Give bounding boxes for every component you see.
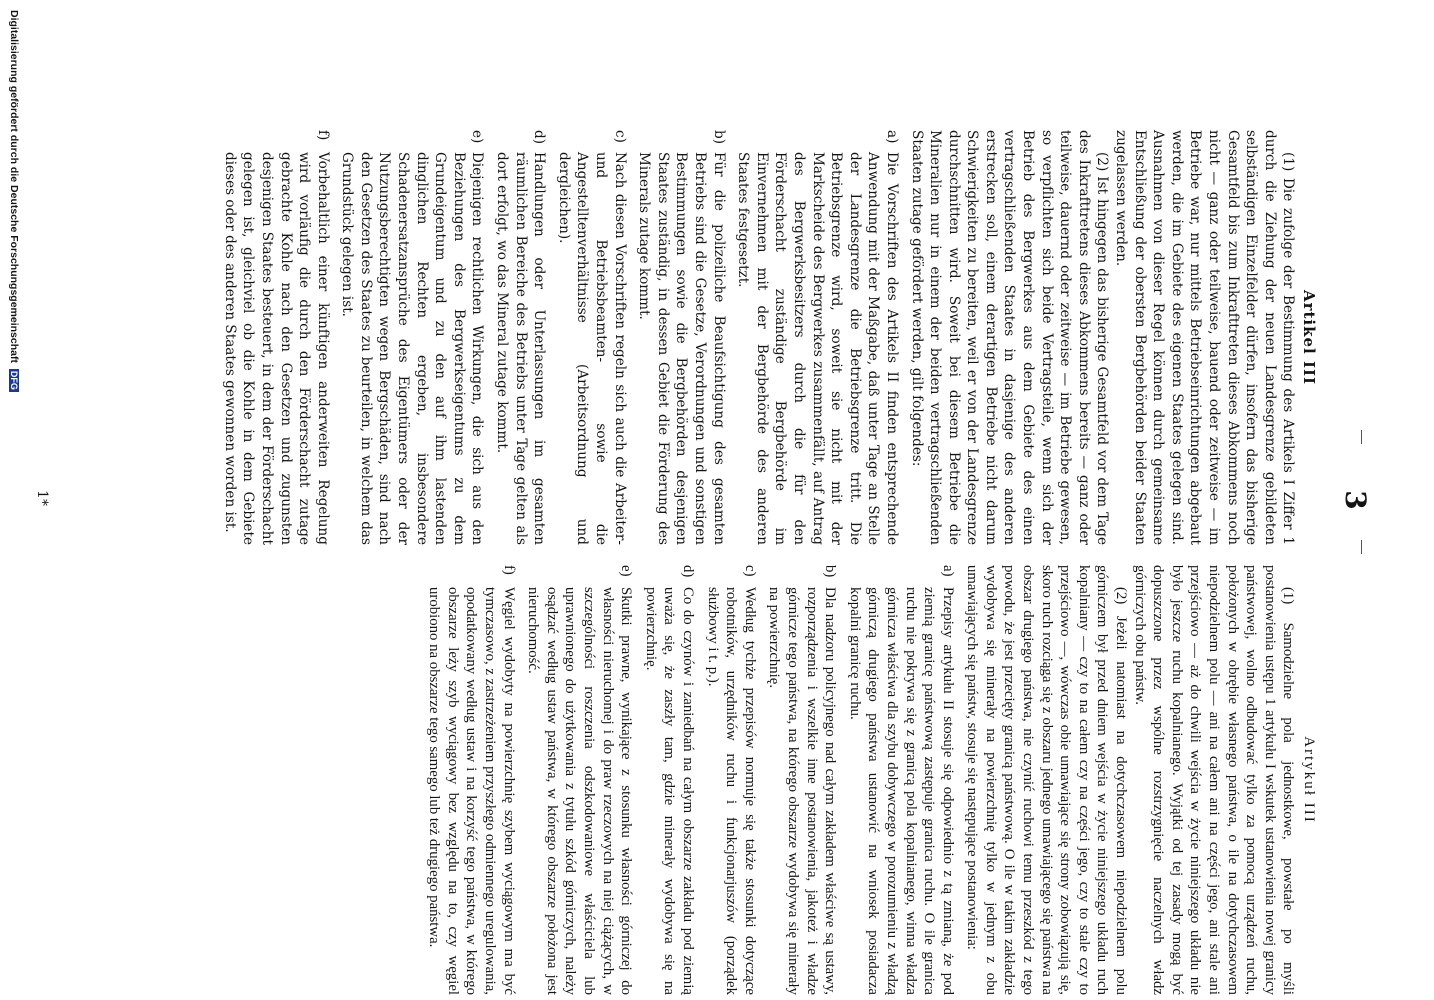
item-text: Die Vorschriften des Artikels II finden entsprechende Anwendung mit der Maßgabe, daß unter Tage an Stelle der Landesgrenze die Betriebsgrenze tritt. Die Betriebsgrenze wird, soweit sie nicht mit der Markscheide des Bergwerkes zusammenfällt, auf Antrag des Bergwerksbesitzers durch die für den Förderschacht zuständige Bergbehörde im Einvernehmen mit der Bergbehörde des anderen Staates festgesetzt. bbox=[735, 152, 900, 545]
dfg-logo: DFG bbox=[9, 370, 19, 390]
german-item bbox=[635, 130, 728, 545]
item-text: Dla nadzoru policyjnego nad całym zakładem właściwe są ustawy, rozporządzenia i wszelkie inne postanowienia, jakoteż i władze górnicze tego państwa, na którego obszarze wydobywa się minerały na powierzchnię. bbox=[766, 587, 839, 995]
polish-item bbox=[765, 565, 839, 995]
polish-item bbox=[425, 565, 518, 995]
item-label: f) bbox=[314, 130, 331, 141]
polish-heading: Artykuł III bbox=[1301, 736, 1317, 824]
header-dash-left bbox=[1361, 430, 1362, 444]
item-label: a) bbox=[883, 130, 900, 144]
item-text: Handlungen oder Unterlassungen im gesamten räumlichen Bereiche des Betriebs unter Tage gelten als dort erfolgt, wo das Mineral zutage kommt. bbox=[494, 152, 548, 545]
polish-item bbox=[703, 565, 759, 995]
page-number: 3 bbox=[1339, 490, 1372, 510]
item-label: c) bbox=[611, 130, 628, 143]
polish-item bbox=[524, 565, 636, 995]
german-item bbox=[338, 130, 487, 545]
german-heading: Artikel III bbox=[1300, 289, 1318, 386]
german-paragraph-2: (2) Ist hingegen das bisherige Gesamtfeld vor dem Tage des Inkrafttretens dieses Abkommens bereits — ganz oder teilweise, dauernd oder zeitweise — im Betriebe gewesen, so verpflichten sich beide Vertragsteile, wenn sich der Betrieb des Bergwerkes aus dem Gebiete des einen vertragschließenden Staates in dasjenige des anderen erstrecken soll, einem derartigen Betriebe nicht darum Schwierigkeiten zu bereiten, weil er von der Landesgrenze durchschnitten wird. Soweit bei diesem Betriebe die Mineralien nur in einem der beiden vertragschließenden Staaten zutage gefördert werden, gilt folgendes: bbox=[908, 130, 1111, 545]
item-label: a) bbox=[939, 565, 956, 577]
german-item bbox=[554, 130, 628, 545]
item-text: Diejenigen rechtlichen Wirkungen, die sich aus den Beziehungen des Bergwerkseigentums zu dem Grundeigentum und zu den auf ihm lastenden dinglichen Rechten ergeben, insbesondere Schadenersatzansprüche des Eigentümers oder der Nutzungsberechtigten wegen Bergschäden, sind nach den Gesetzen des Staates zu beurteilen, in welchem das Grundstück gelegen ist. bbox=[339, 152, 486, 545]
german-item bbox=[734, 130, 901, 545]
credit-text: Digitalisierung gefördert durch die Deutsche Forschungsgemeinschaft bbox=[8, 10, 20, 363]
footer-mark: 1* bbox=[34, 490, 50, 506]
german-paragraph-1: (1) Die zufolge der Bestimmung des Artikels I Ziffer 1 durch die Ziehung der neuen Landesgrenze gebildeten selbständigen Einzelfelder dürfen, insofern das bisherige Gesamtfeld bis zum Inkrafttreten dieses Abkommens noch nicht — ganz oder teilweise, bauend oder zeitweise — im Betriebe war, nur mittels Betriebseinrichtungen abgebaut werden, die im Gebiete des eigenen Staates gelegen sind. Ausnahmen von dieser Regel können durch gemeinsame Entschließung der obersten Bergbehörden beider Staaten zugelassen werden. bbox=[1113, 130, 1297, 545]
item-label: d) bbox=[531, 130, 548, 145]
item-label: b) bbox=[710, 130, 727, 145]
item-text: Węgiel wydobyty na powierzchnię szybem wyciągowym ma być tymczasowo, z zastrzeżeniem przyszłego odmiennego uregulowania, opodatkowany według ustaw i na korzyść tego państwa, w którego obszarze leży szyb wyciągowy bez względu na to, czy węgiel urobiono na obszarze tego samego lub też drugiego państwa. bbox=[426, 587, 517, 995]
item-label: d) bbox=[680, 565, 696, 578]
item-label: e) bbox=[618, 565, 635, 577]
item-label: b) bbox=[822, 565, 839, 578]
item-label: e) bbox=[469, 130, 486, 144]
polish-paragraph-1: (1) Samodzielne pola jednostkowe, powstałe po myśli postanowienia ustępu 1 artykułu I wskutek ustanowienia nowej granicy państwowej, wolno odbudować tylko za pomocą urządzeń ruchu, położonych w obrębie własnego państwa, o ile na dotychczasowem niepodzielnem polu — ani na całem ani na części jego, ani stale ani przejściowo — aż do chwili wejścia w życie niniejszego układu nie było jeszcze ruchu kopalnianego. Wyjątki od tej zasady mogą być dopuszczone przez wspólne rozstrzygnięcie naczelnych władz górniczych obu państw. bbox=[1131, 565, 1297, 995]
german-column bbox=[220, 130, 1318, 545]
polish-paragraph-2: (2) Jeżeli natomiast na dotychczasowem niepodzielnem polu górniczem był przed dniem wejścia w życie niniejszego układu ruch kopalniany — czy to na całem czy na części jego, czy to stale czy to przejściowo —, wówczas obie umawiające się strony zobowiązują się, skoro ruch rozciąga się z obszaru jednego umawiającego się państwa na obszar drugiego państwa, nie czynić ruchowi temu przeszkód z tego powodu, że jest przecięty granicą państwową. O ile w takim zakładzie wydobywa się minerały na powierzchnię tylko w jednym z obu umawiających się państw, stosuje się następujące postanowienia: bbox=[964, 565, 1130, 995]
polish-item bbox=[641, 565, 697, 995]
item-label: f) bbox=[500, 565, 517, 575]
item-label: c) bbox=[741, 565, 758, 577]
polish-item bbox=[845, 565, 957, 995]
item-text: Według tychże przepisów normuje się także stosunki dotyczące robotników, urzędników ruchu i funkcjonarjuszów (porządek służbowy i t. p.). bbox=[704, 587, 758, 995]
german-item bbox=[492, 130, 548, 545]
german-item bbox=[220, 130, 332, 545]
polish-column bbox=[425, 565, 1318, 995]
item-text: Vorbehaltlich einer künftigen anderweiten Regelung wird vorläufig die durch den Förderschacht zutage gebrachte Kohle nach den Gesetzen und zugunsten desjenigen Staates besteuert, in dem der Förderschacht gelegen ist, gleichviel ob die Kohle in dem Gebiete dieses oder des anderen Staates gewonnen worden ist. bbox=[221, 152, 331, 545]
header-dash-right bbox=[1361, 540, 1362, 554]
item-text: Nach diesen Vorschriften regeln sich auch die Arbeiter- und Betriebsbeamten- sowie die Angestelltenverhältnisse (Arbeitsordnung und dergleichen). bbox=[555, 152, 628, 545]
item-text: Für die polizeiliche Beaufsichtigung des gesamten Betriebs sind die Gesetze, Verordnungen und sonstigen Bestimmungen sowie die Bergbehörden desjenigen Staates zuständig, in dessen Gebiet die Förderung des Minerals zutage kommt. bbox=[636, 152, 727, 545]
item-text: Co do czynów i zaniedbań na całym obszarze zakładu pod ziemią uważa się, że zaszły tam, gdzie minerały wydobywa się na powierzchnię. bbox=[642, 587, 696, 995]
item-text: Przepisy artykułu II stosuje się odpowiednio z tą zmianą, że pod ziemią granicę państwową zastępuje granica ruchu. O ile granica ruchu nie pokrywa się z granicą pola kopalnianego, winna władza górnicza właściwa dla szybu dobywczego w porozumieniu z władzą górniczą drugiego państwa ustanowić na wniosek posiadacza kopalni granicę ruchu. bbox=[846, 587, 956, 995]
item-text: Skutki prawne, wynikające z stosunku własności górniczej do własności nieruchomej i do praw rzeczowych na niej ciążących, w szczególności roszczenia odszkodowaniowe właściciela lub uprawnionego do użytkowania z tytułu szkód górniczych, należy osądzać według ustaw państwa, w którego obszarze położona jest nieruchomość. bbox=[525, 587, 635, 995]
